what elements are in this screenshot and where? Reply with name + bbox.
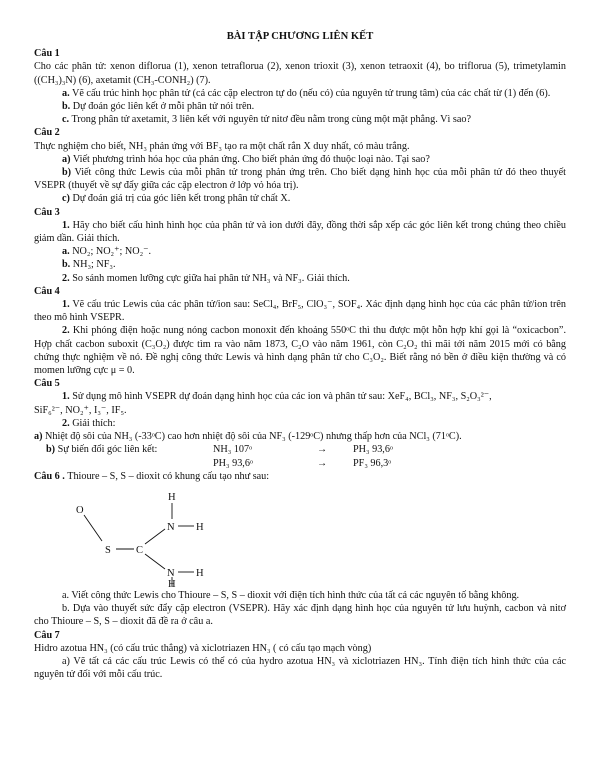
atom-h-top: H [168,491,176,503]
text: Vẽ cấu trúc hình học phân tử (cả các cặp electron tự do (nếu có) của nguyên tử trung tâm) của các chất từ (1) đến (6). [69,87,551,99]
question-3-heading: Câu 3 [34,206,60,218]
question-5-part-b-row-2 [34,457,566,470]
question-4-heading: Câu 4 [34,285,60,297]
label: c) [62,193,70,205]
question-3-part-1 [34,219,566,245]
atom-h-upper-right: H [196,521,204,533]
bond-c-n-upper [145,529,165,544]
label: 2. [62,325,70,337]
question-3-part-b [34,258,566,271]
question-2-part-c [34,192,566,205]
text: Thioure – S, S – dioxit có khung cấu tạo như sau: [64,470,270,482]
question-7-part-a: a) Vẽ tất cả các cấu trúc Lewis có thể có của hydro azotua HN₃ và xiclotriazen HN₃. Tính điện tích hình thức của các nguyên tử đối với mỗi cấu trúc. [34,655,566,681]
question-6-heading: Câu 6 . [34,470,65,482]
label: b) [62,167,72,179]
question-4-part-1 [34,298,566,324]
arrow: → [317,457,328,469]
question-5-part-2 [34,417,566,430]
text: Viết phương trình hóa học của phản ứng. Cho biết phản ứng đó thuộc loại nào. Tại sao? [70,153,430,165]
text: Sử dụng mô hình VSEPR dự đoán dạng hình học của các ion và phân tử sau: XeF₄, BCl₃, NF₃, S₂O₃²⁻, [69,391,492,403]
text: Giải thích: [69,417,116,429]
question-7-heading: Câu 7 [34,629,60,641]
thiourea-dioxide-skeleton-diagram [34,483,566,589]
structure-svg [64,483,244,587]
question-1-intro: Cho các phân tử: xenon diflorua (1), xenon tetraflorua (2), xenon trioxit (3), xenon tetraoxit (4), bo triflorua (5), trimetylamin ((CH₃)₃N) (6), axetamit (CH₃-CONH₂) (7). [34,61,566,86]
question-5-part-1-continued: SiF₆²⁻, NO₂⁺, I₃⁻, IF₅. [34,404,127,416]
atom-o: O [76,504,84,516]
atom-h-lower-right: H [196,567,204,579]
question-5-part-a [34,430,566,443]
question-6-part-a: a. Viết công thức Lewis cho Thioure – S, S – dioxit với điện tích hình thức của tất cả các nguyên tố bằng không. [62,589,520,601]
text: Nhiệt độ sôi của NH₃ (-33ᵒC) cao hơn nhiệt độ sôi của NF₃ (-129ᵒC) nhưng thấp hơn của NCl₃ (71ᵒC). [42,431,462,443]
angle-from: NH₃ 107ᵒ [213,444,253,456]
question-4-part-2 [34,324,566,377]
atom-n-upper: N [167,521,175,533]
arrow: → [317,444,328,456]
label-and-text [46,443,213,456]
atom-c: C [136,544,144,556]
text: NO₂; NO₂⁺; NO₂⁻. [69,246,152,258]
label: 1. [62,299,70,311]
question-3-part-a [34,245,566,258]
text: So sánh momen lưỡng cực giữa hai phân tử NH₃ và NF₃. Giải thích. [69,272,350,284]
label: a) [62,153,71,165]
label: b) [46,444,56,456]
question-1-part-a [34,87,566,100]
question-5-part-b-row-1 [34,443,566,456]
angle-to: PF₃ 96,3ᵒ [353,457,392,469]
question-6-intro [34,470,566,483]
question-1-part-b [34,100,566,113]
text: Hãy cho biết cấu hình hình học của phân tử và ion dưới đây, đồng thời sắp xếp các góc liên kết trong chúng theo chiều giảm dần. Giải thích. [34,219,566,245]
question-6-part-b: b. Dựa vào thuyết sức đẩy cặp electron (VSEPR). Hãy xác định dạng hình học của nguyên tử lưu huỳnh, cacbon và nitơ cho Thioure – S, S – dioxit đã đề ra ở câu a. [34,603,566,628]
label: 2. [62,272,70,284]
question-5-part-1 [34,390,566,403]
atom-n-lower: N [167,567,175,579]
text: Trong phân tử axetamit, 3 liên kết với nguyên tử nitơ đều nằm trong cùng một mặt phẳng. Vì sao? [69,114,471,126]
text: Dự đoán giá trị của góc liên kết trong phân tử chất X. [69,193,291,205]
label: b. [62,259,71,271]
angle-to: PH₃ 93,6ᵒ [353,444,393,456]
label: 1. [62,391,70,403]
bond-o-s [84,515,102,541]
label: a. [62,87,70,99]
angle-from: PH₃ 93,6ᵒ [213,457,253,469]
text: NH₃; NF₃. [70,259,116,271]
atom-s: S [105,544,111,556]
question-2-part-b [34,166,566,192]
label: b. [62,101,71,113]
label: c. [62,114,70,126]
question-5-heading: Câu 5 [34,378,60,390]
text: Vẽ cấu trúc Lewis của các phân tử/ion sau: SeCl₄, BrF₅, ClO₃⁻, SOF₄. Xác định dạng hình học của các phân tử/ion trên theo mô hình VSEPR. [34,299,566,324]
bond-c-n-lower [145,554,165,569]
text: Khi phóng điện hoặc nung nóng cacbon monoxit đến khoảng 550ᵒC thì thu được một hỗn hợp khí gọi là “oxicacbon”. Hợp chất cacbon suboxit (C₃O₂) được tìm ra vào năm 1873, C₂O vào năm 1961, còn C₂O₂ thì mãi tới năm 2015 mới có bằng chứng thực nghiệm về nó. Đề nghị công thức Lewis và hình dạng phân tử cho C₃O₂. Biết rằng nó bền ở điều kiện thường và có momen lưỡng cực μ = 0. [34,325,566,377]
label: 1. [62,219,70,231]
question-1-heading: Câu 1 [34,48,60,60]
question-2-part-a [34,153,566,166]
label: a) [34,431,43,443]
label: 2. [62,417,70,429]
text: Dự đoán góc liên kết ở mỗi phân tử nói trên. [70,101,255,113]
text: Sự biến đổi góc liên kết: [55,444,158,456]
atom-h-bottom: H [168,578,176,587]
page-title: BÀI TẬP CHƯƠNG LIÊN KẾT [226,31,374,42]
question-3-part-2 [34,272,566,285]
question-2-heading: Câu 2 [34,127,60,139]
text: Viết công thức Lewis của mỗi phân tử trong phản ứng trên. Cho biết dạng hình học của mỗi phân tử đó theo thuyết VSEPR (thuyết về sự đẩy giữa các cặp electron ở lớp vỏ hóa trị). [34,167,566,192]
label: a. [62,246,70,258]
question-7-intro: Hidro azotua HN₃ (có cấu trúc thẳng) và xiclotriazen HN₃ ( có cấu tạo mạch vòng) [34,642,372,654]
question-2-intro: Thực nghiệm cho biết, NH₃ phản ứng với BF₃ tạo ra một chất rắn X duy nhất, có màu trắng. [34,140,410,152]
question-1-part-c [34,113,566,126]
